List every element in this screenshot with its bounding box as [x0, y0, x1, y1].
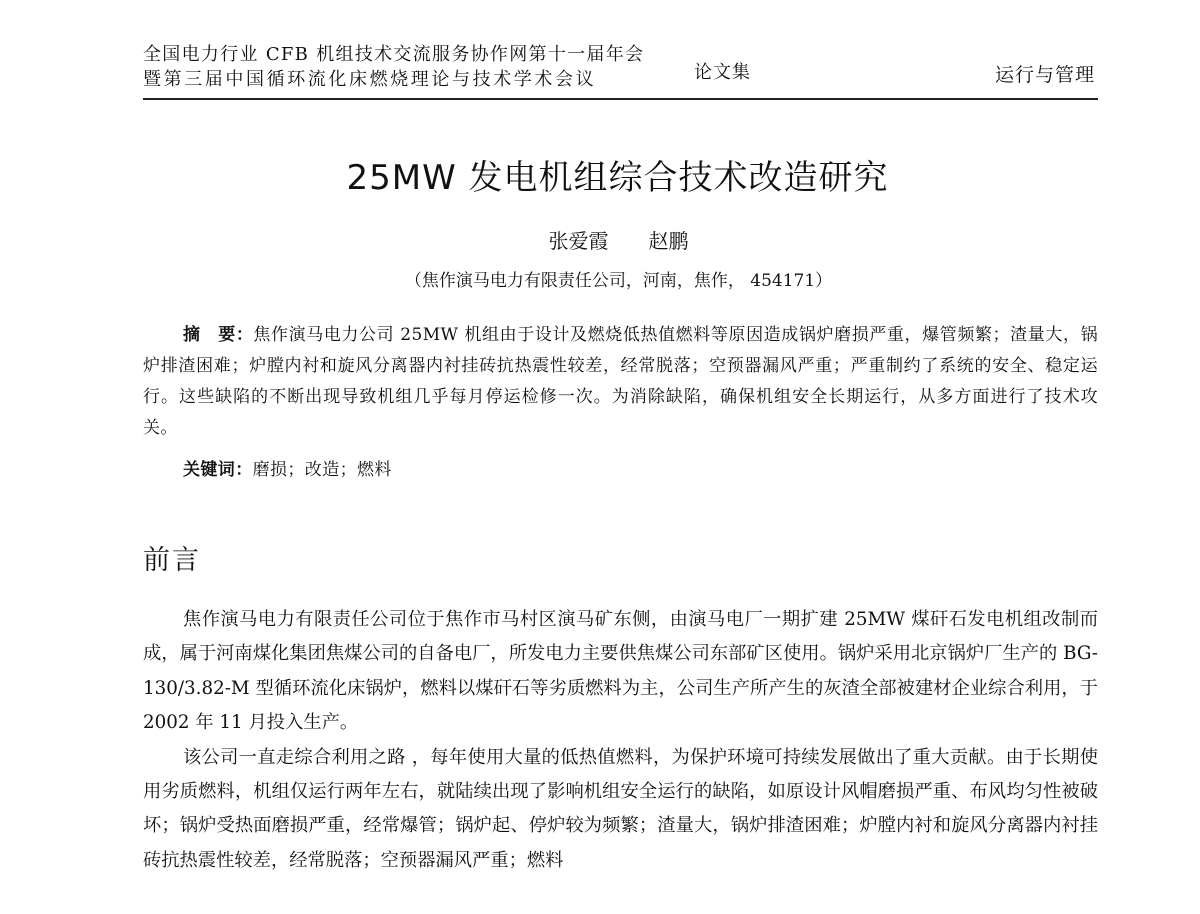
- paragraph: 焦作演马电力有限责任公司位于焦作市马村区演马矿东侧，由演马电厂一期扩建 25MW 煤矸石发电机组改制而成，属于河南煤化集团焦煤公司的自备电厂，所发电力主要供焦煤公司东部矿区使用。锅炉采用北京锅炉厂生产的 BG-130/3.82-M 型循环流化床锅炉，燃料以煤矸石等劣质燃料为主，公司生产所产生的灰渣全部被建材企业综合利用，于 2002 年 11 月投入生产。: [143, 609, 1098, 734]
- header-rule: [143, 98, 1098, 100]
- collection-label: 论文集: [694, 62, 751, 83]
- author-list: [0, 225, 1200, 254]
- abstract-label: 摘 要：: [183, 325, 254, 345]
- abstract-text: 焦作演马电力公司 25MW 机组由于设计及燃烧低热值燃料等原因造成锅炉磨损严重，爆管频繁；渣量大，锅炉排渣困难；炉膛内衬和旋风分离器内衬挂砖抗热震性较差，经常脱落；空预器漏风严重；严重制约了系统的安全、稳定运行。这些缺陷的不断出现导致机组几乎每月停运检修一次。为消除缺陷，确保机组安全长期运行，从多方面进行了技术攻关。: [143, 325, 1098, 438]
- paragraph: 该公司一直走综合利用之路 ，每年使用大量的低热值燃料，为保护环境可持续发展做出了重大贡献。由于长期使用劣质燃料，机组仅运行两年左右，就陆续出现了影响机组安全运行的缺陷，如原设计风帽磨损严重、布风均匀性被破坏；锅炉受热面磨损严重，经常爆管；锅炉起、停炉较为频繁；渣量大，锅炉排渣困难；炉膛内衬和旋风分离器内衬挂砖抗热震性较差，经常脱落；空预器漏风严重；燃料: [143, 746, 1098, 871]
- conference-line-1: 全国电力行业 CFB 机组技术交流服务协作网第十一届年会: [143, 44, 645, 65]
- keywords-label: 关键词：: [183, 460, 253, 480]
- category-label: 运行与管理: [994, 64, 1095, 86]
- conference-line-2: 暨第三届中国循环流化床燃烧理论与技术学术会议: [143, 69, 597, 90]
- author-name: 张爱霞: [548, 229, 609, 253]
- conference-header: [143, 42, 683, 92]
- keywords-text: 磨损；改造；燃料: [252, 460, 392, 480]
- paper-title: 25MW 发电机组综合技术改造研究: [346, 158, 889, 198]
- author-name: 赵鹏: [648, 229, 689, 253]
- section-title: 前言: [143, 545, 201, 576]
- abstract: [143, 320, 1098, 444]
- body-text: [143, 603, 1098, 878]
- affiliation: （焦作演马电力有限责任公司，河南，焦作， 454171）: [404, 271, 833, 291]
- keywords: [183, 455, 392, 480]
